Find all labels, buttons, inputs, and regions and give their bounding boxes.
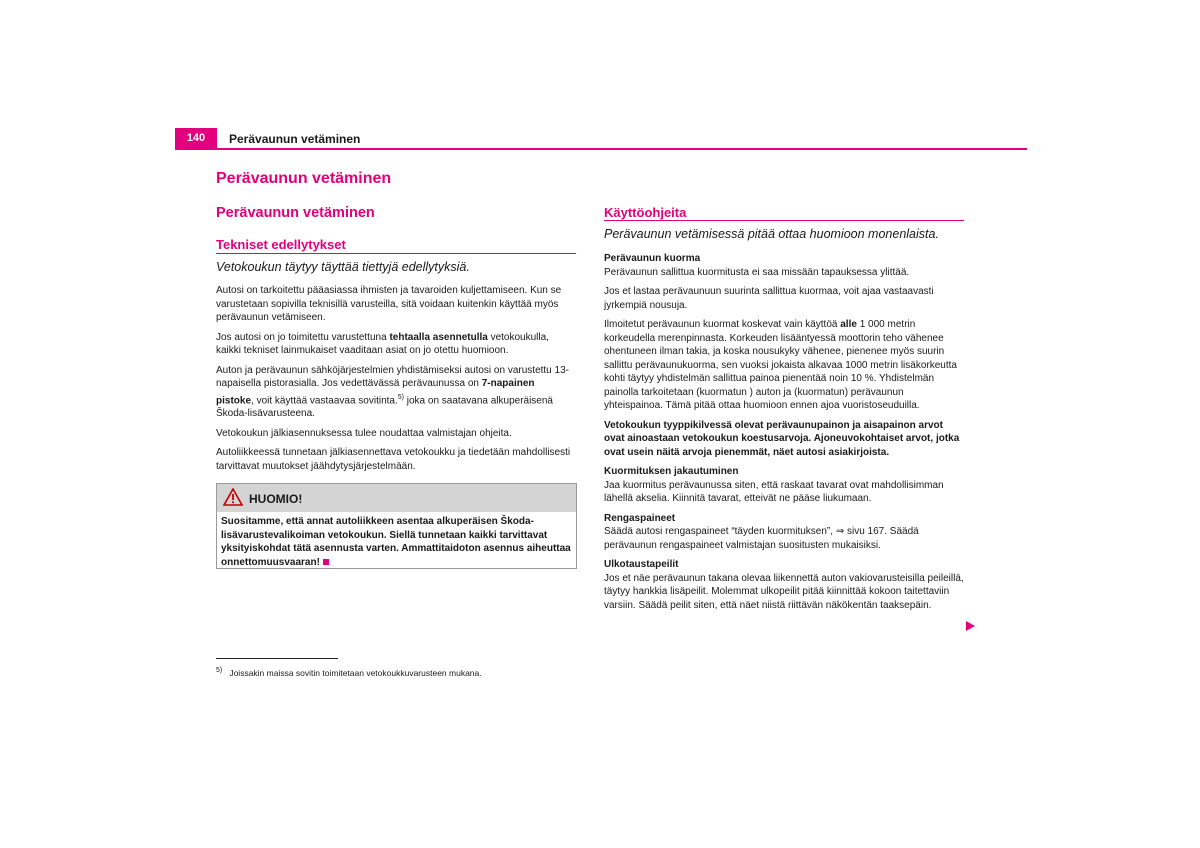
warning-header (217, 484, 576, 512)
text-run: 1 000 metrin korkeudella merenpinnasta. Korkeuden lisääntyessä moottorin teho vähenee ohentuneen ilman takia, ja koska nousukyky vähenee, pienenee myös suurin sallittu perävaunukuorma, sen vuoksi jokaista alkavaa 1000 metrin lisäkorkeutta kohti täytyy yhdistelmän sallittua painoa pienentää noin 10 %. Yhdistelmän painolla tarkoitetaan (kuormatun ) auton ja (kuormatun) perävaunun yhteispainoa. Tämä pitää ottaa huomioon ennen ajoa vuoristoseuduilla. (604, 319, 957, 411)
continue-arrow-icon[interactable] (966, 621, 975, 631)
text-run: sivu 167. Säädä perävaunun rengaspaineet valmistajan suositusten mukaisiksi. (604, 526, 919, 551)
paragraph (216, 364, 574, 421)
bold-run: tehtaalla asennetulla (389, 331, 488, 343)
text-run: Jos autosi on jo toimitettu varustettuna (216, 331, 390, 343)
paragraph: Jaa kuormitus perävaunussa siten, että raskaat tavarat ovat mahdollisimman lähellä akselia. Kiinnitä tavarat, etteivät ne pääse liukumaan. (604, 479, 944, 504)
main-title: Perävaunun vetäminen (216, 170, 392, 187)
footnote-text: Joissakin maissa sovitin toimitetaan vetokoukkuvarusteen mukana. (229, 667, 482, 678)
bold-run: alle (840, 319, 857, 330)
section-title: Perävaunun vetäminen (216, 205, 375, 221)
paragraph: Perävaunun sallittua kuormitusta ei saa missään tapauksessa ylittää. (604, 266, 910, 278)
footnote (216, 667, 482, 678)
paragraph (216, 331, 574, 358)
footnote-rule (216, 658, 338, 659)
header-rule (175, 148, 1027, 150)
left-body (216, 284, 574, 473)
subsection-title-kayttoohjeita: Käyttöohjeita (604, 205, 687, 220)
paragraph: Jos et lastaa perävaunuun suurinta sallittua kuormaa, voit ajaa vastaavasti jyrkempiä nousuja. (604, 286, 934, 311)
lead-text: Vetokoukun täytyy täyttää tiettyjä edellytyksiä. (216, 260, 470, 274)
text-run: Säädä autosi rengaspaineet “täyden kuormituksen”, (604, 526, 836, 537)
text-run: , voit käyttää vastaavaa sovitinta. (251, 394, 398, 406)
end-marker-icon (323, 559, 329, 565)
footnote-marker: 5) (216, 667, 223, 674)
lead-text: Perävaunun vetämisessä pitää ottaa huomioon monenlaista. (604, 227, 939, 241)
warning-body: Suositamme, että annat autoliikkeen asentaa alkuperäisen Škoda-lisävarustevalikoiman vetokoukun. Siellä tunnetaan kaikki tarvittavat yksityiskohdat tätä asennusta varten. Ammattitaidoton asennus aiheuttaa onnettomuusvaaran! (221, 516, 571, 568)
paragraph: Autosi on tarkoitettu pääasiassa ihmisten ja tavaroiden kuljettamiseen. Kun se varustetaan sopivilla teknisillä varusteilla, sitä voidaan kuitenkin käyttää myös perävaunun vetämiseen. (216, 285, 562, 323)
subsection-rule (216, 253, 576, 254)
running-title: Perävaunun vetäminen (229, 132, 361, 146)
subheading: Kuormituksen jakautuminen (604, 466, 739, 477)
warning-box (216, 483, 577, 569)
warning-triangle-icon (223, 488, 243, 506)
bold-run: 7-napainen pistoke (216, 378, 535, 406)
text-run: vetokoukulla, kaikki tekniset lainmukaiset vaaditaan asiat on jo otettu huomioon. (216, 331, 549, 356)
subsection-title-tekniset: Tekniset edellytykset (216, 237, 346, 252)
paragraph (604, 318, 964, 413)
subheading: Rengaspaineet (604, 512, 676, 524)
text-run: Auton ja perävaunun sähköjärjestelmien yhdistämiseksi autosi on varustettu 13-napaisella pistorasialla. Jos vedettävässä perävaunussa on (216, 364, 569, 389)
warning-text (221, 515, 571, 569)
subsection-rule (604, 220, 964, 221)
paragraph: Autoliikkeessä tunnetaan jälkiasennettava vetokoukku ja tiedetään mahdollisesti tarvittavat muutokset jäähdytysjärjestelmään. (216, 447, 571, 472)
page-reference-arrow[interactable]: ⇒ (835, 526, 845, 537)
footnote-ref[interactable]: 5) (397, 393, 404, 401)
paragraph (604, 525, 964, 552)
paragraph: Jos et näe perävaunun takana olevaa liikennettä auton vakiovarusteisilla peileillä, täytyy hankkia lisäpeilit. Molemmat ulkopeilit pitää kiinnittää kokoon taitettaviin varsiin. Säädä peilit siten, että näet niistä riittävän näkökentän taaksepäin. (604, 572, 964, 611)
text-run: joka on saatavana alkuperäisenä Škoda-lisävarusteena. (216, 394, 553, 420)
right-body (604, 252, 964, 612)
subheading: Ulkotaustapeilit (604, 559, 679, 570)
warning-title: HUOMIO! (249, 492, 303, 506)
bold-paragraph: Vetokoukun tyyppikilvessä olevat perävaunupainon ja aisapainon arvot ovat ainoastaan vetokoukun koestusarvoja. Ajoneuvokohtaiset arvot, jotka ovat usein näitä arvoja pienemmät, näet autosi asiakirjoista. (604, 419, 960, 458)
subheading: Perävaunun kuorma (604, 253, 701, 264)
page-number: 140 (175, 128, 217, 149)
paragraph: Vetokoukun jälkiasennuksessa tulee noudattaa valmistajan ohjeita. (216, 427, 512, 439)
text-run: Ilmoitetut perävaunun kuormat koskevat vain käyttöä (604, 319, 841, 330)
